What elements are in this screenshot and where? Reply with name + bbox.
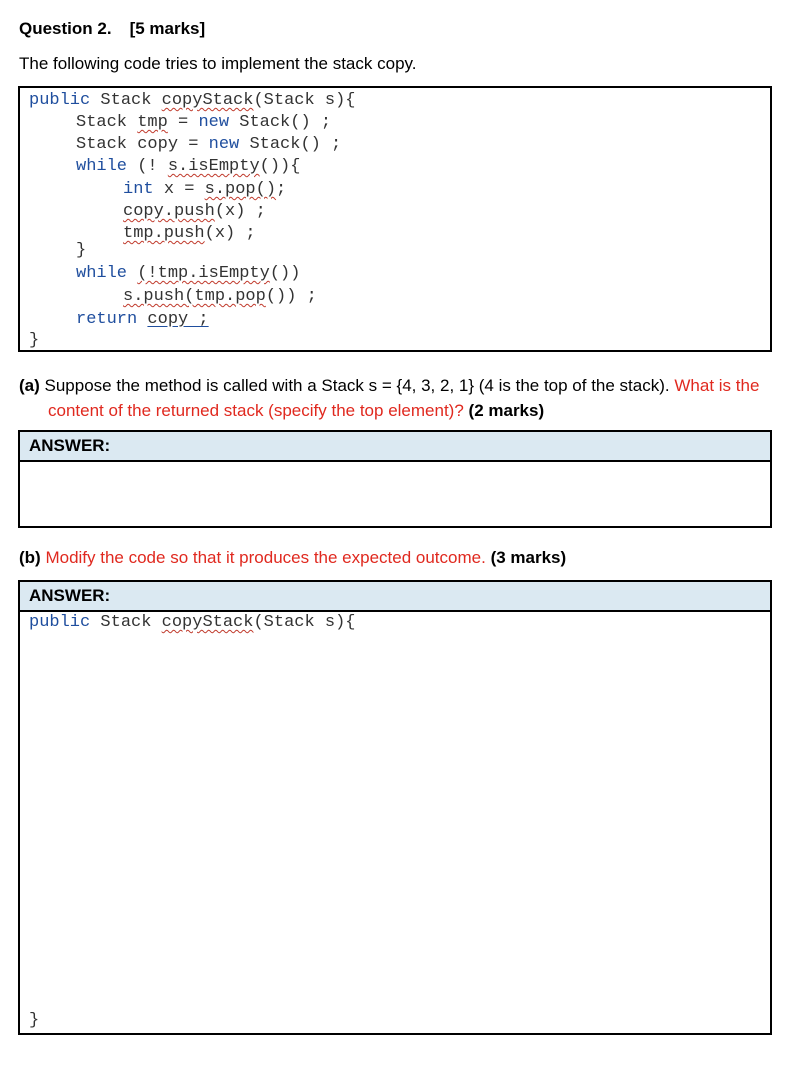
part-a-prompt: What is the content of the returned stack (specify the top element)?	[48, 376, 760, 420]
code-line-2: Stack tmp = new Stack() ;	[76, 113, 332, 132]
part-b-answer-box	[18, 580, 772, 1035]
code-line-11: return copy ;	[76, 310, 209, 329]
part-b-label: (b)	[19, 548, 41, 567]
part-b-prompt: Modify the code so that it produces the expected outcome.	[45, 548, 486, 567]
part-a-text: Suppose the method is called with a Stack s = {4, 3, 2, 1} (4 is the top of the stack).	[44, 376, 670, 395]
part-b-answer-area[interactable]	[20, 612, 770, 1033]
code-line-8: }	[76, 241, 87, 260]
part-b-question	[19, 545, 789, 570]
code-line-1: public Stack copyStack(Stack s){	[29, 91, 356, 110]
code-line-10: s.push(tmp.pop()) ;	[123, 287, 317, 306]
part-a-answer-area[interactable]	[20, 462, 770, 524]
part-a-marks: (2 marks)	[468, 401, 545, 420]
code-line-9: while (!tmp.isEmpty())	[76, 264, 301, 283]
part-a-answer-box	[18, 430, 772, 528]
code-line-12: }	[29, 331, 40, 350]
code-line-5: int x = s.pop();	[123, 180, 287, 199]
question-heading	[19, 19, 205, 39]
question-marks: [5 marks]	[129, 19, 206, 38]
part-b-code-line-1: public Stack copyStack(Stack s){	[29, 613, 356, 632]
part-b-code-close: }	[29, 1011, 40, 1030]
part-b-answer-label: ANSWER:	[20, 582, 770, 612]
code-line-4: while (! s.isEmpty()){	[76, 157, 301, 176]
part-a-label: (a)	[19, 376, 40, 395]
part-b-marks: (3 marks)	[490, 548, 567, 567]
code-line-6: copy.push(x) ;	[123, 202, 266, 221]
code-line-3: Stack copy = new Stack() ;	[76, 135, 342, 154]
part-a-question	[19, 373, 789, 423]
code-line-7: tmp.push(x) ;	[123, 224, 256, 243]
question-intro: The following code tries to implement the stack copy.	[19, 54, 417, 73]
question-number: Question 2.	[19, 19, 112, 38]
code-box	[18, 86, 772, 352]
part-a-answer-label: ANSWER:	[20, 432, 770, 462]
